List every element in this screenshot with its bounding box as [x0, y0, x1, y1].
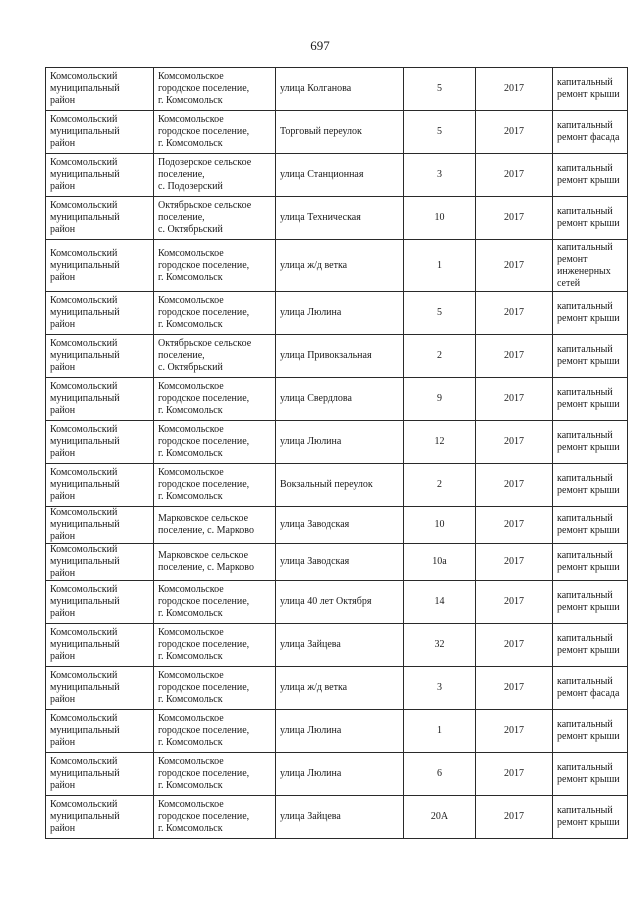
year-cell	[476, 796, 553, 839]
year-cell-text: 2017	[504, 556, 524, 567]
table-row	[46, 154, 628, 197]
work-type-cell	[553, 68, 628, 111]
house-number-cell	[404, 240, 476, 292]
work-type-cell	[553, 710, 628, 753]
street-cell-text: улица Люлина	[280, 436, 342, 447]
house-number-cell-text: 5	[437, 126, 442, 137]
table-row	[46, 68, 628, 111]
street-cell	[276, 335, 404, 378]
street-cell-text: Торговый переулок	[280, 126, 362, 137]
work-type-cell	[553, 507, 628, 544]
work-type-cell-text: капитальный ремонт крыши	[557, 473, 620, 496]
street-cell	[276, 796, 404, 839]
work-type-cell-text: капитальный ремонт крыши	[557, 301, 620, 324]
street-cell	[276, 292, 404, 335]
house-number-cell	[404, 197, 476, 240]
year-cell-text: 2017	[504, 639, 524, 650]
table-row	[46, 667, 628, 710]
house-number-cell-text: 2	[437, 479, 442, 490]
house-number-cell	[404, 111, 476, 154]
work-type-cell-text: капитальный ремонт фасада	[557, 120, 620, 143]
settlement-cell-text: Марковское сельское поселение, с. Марково	[158, 513, 254, 536]
table-row	[46, 378, 628, 421]
work-type-cell	[553, 421, 628, 464]
year-cell	[476, 378, 553, 421]
work-type-cell-text: капитальный ремонт крыши	[557, 513, 620, 536]
district-cell-text: Комсомольский муниципальный район	[50, 424, 120, 459]
district-cell	[46, 581, 154, 624]
year-cell	[476, 154, 553, 197]
district-cell-text: Комсомольский муниципальный район	[50, 200, 120, 235]
house-number-cell	[404, 667, 476, 710]
district-cell-text: Комсомольский муниципальный район	[50, 467, 120, 502]
settlement-cell-text: Марковское сельское поселение, с. Марково	[158, 550, 254, 573]
year-cell	[476, 421, 553, 464]
settlement-cell-text: Комсомольское городское поселение, г. Комсомольск	[158, 114, 250, 149]
district-cell	[46, 335, 154, 378]
year-cell	[476, 753, 553, 796]
street-cell-text: улица Техническая	[280, 212, 361, 223]
table-row	[46, 421, 628, 464]
table-row	[46, 292, 628, 335]
street-cell	[276, 378, 404, 421]
district-cell	[46, 624, 154, 667]
settlement-cell-text: Октябрьское сельское поселение, с. Октябрьский	[158, 200, 252, 235]
year-cell	[476, 292, 553, 335]
year-cell	[476, 507, 553, 544]
settlement-cell	[154, 753, 276, 796]
work-type-cell	[553, 464, 628, 507]
work-type-cell	[553, 335, 628, 378]
district-cell-text: Комсомольский муниципальный район	[50, 114, 120, 149]
district-cell-text: Комсомольский муниципальный район	[50, 670, 120, 705]
street-cell-text: улица Заводская	[280, 519, 350, 530]
year-cell-text: 2017	[504, 212, 524, 223]
year-cell-text: 2017	[504, 682, 524, 693]
district-cell	[46, 667, 154, 710]
house-number-cell-text: 10	[434, 519, 445, 530]
table-row	[46, 197, 628, 240]
district-cell	[46, 710, 154, 753]
settlement-cell-text: Комсомольское городское поселение, г. Комсомольск	[158, 756, 250, 791]
house-number-cell-text: 1	[437, 259, 442, 271]
house-number-cell-text: 32	[434, 639, 445, 650]
district-cell-text: Комсомольский муниципальный район	[50, 381, 120, 416]
year-cell	[476, 464, 553, 507]
street-cell	[276, 421, 404, 464]
year-cell	[476, 710, 553, 753]
year-cell	[476, 544, 553, 581]
district-cell-text: Комсомольский муниципальный район	[50, 544, 120, 579]
work-type-cell-text: капитальный ремонт крыши	[557, 77, 620, 100]
district-cell	[46, 154, 154, 197]
work-type-cell	[553, 581, 628, 624]
district-cell	[46, 378, 154, 421]
year-cell	[476, 581, 553, 624]
settlement-cell	[154, 292, 276, 335]
settlement-cell	[154, 507, 276, 544]
house-number-cell	[404, 544, 476, 581]
work-type-cell-text: капитальный ремонт крыши	[557, 387, 620, 410]
table-row	[46, 464, 628, 507]
work-type-cell	[553, 111, 628, 154]
settlement-cell-text: Комсомольское городское поселение, г. Комсомольск	[158, 670, 250, 705]
settlement-cell	[154, 378, 276, 421]
house-number-cell-text: 2	[437, 350, 442, 361]
year-cell	[476, 240, 553, 292]
street-cell	[276, 240, 404, 292]
house-number-cell-text: 14	[434, 596, 445, 607]
district-cell	[46, 421, 154, 464]
year-cell-text: 2017	[504, 259, 524, 271]
work-type-cell	[553, 667, 628, 710]
year-cell	[476, 624, 553, 667]
district-cell	[46, 240, 154, 292]
settlement-cell	[154, 154, 276, 197]
work-type-cell-text: капитальный ремонт крыши	[557, 550, 620, 573]
house-number-cell-text: 10	[434, 212, 445, 223]
district-cell	[46, 796, 154, 839]
house-number-cell	[404, 753, 476, 796]
district-cell-text: Комсомольский муниципальный район	[50, 295, 120, 330]
year-cell-text: 2017	[504, 307, 524, 318]
work-type-cell	[553, 197, 628, 240]
district-cell	[46, 68, 154, 111]
work-type-cell-text: капитальный ремонт фасада	[557, 676, 620, 699]
settlement-cell	[154, 197, 276, 240]
street-cell-text: улица Станционная	[280, 169, 364, 180]
street-cell-text: улица Зайцева	[280, 811, 341, 822]
street-cell-text: улица ж/д ветка	[280, 682, 348, 693]
settlement-cell-text: Комсомольское городское поселение, г. Комсомольск	[158, 467, 250, 502]
district-cell-text: Комсомольский муниципальный район	[50, 247, 120, 283]
table-row	[46, 710, 628, 753]
work-type-cell	[553, 378, 628, 421]
settlement-cell	[154, 464, 276, 507]
work-type-cell-text: капитальный ремонт крыши	[557, 206, 620, 229]
house-number-cell-text: 10а	[432, 556, 447, 567]
work-type-cell-text: капитальный ремонт крыши	[557, 719, 620, 742]
settlement-cell	[154, 240, 276, 292]
year-cell-text: 2017	[504, 596, 524, 607]
street-cell-text: улица Свердлова	[280, 393, 352, 404]
work-type-cell-text: капитальный ремонт крыши	[557, 633, 620, 656]
year-cell-text: 2017	[504, 519, 524, 530]
year-cell-text: 2017	[504, 479, 524, 490]
house-number-cell-text: 1	[437, 725, 442, 736]
house-number-cell-text: 5	[437, 83, 442, 94]
work-type-cell	[553, 240, 628, 292]
street-cell	[276, 667, 404, 710]
house-number-cell	[404, 710, 476, 753]
work-type-cell	[553, 796, 628, 839]
settlement-cell	[154, 581, 276, 624]
house-number-cell-text: 12	[434, 436, 445, 447]
year-cell-text: 2017	[504, 725, 524, 736]
year-cell	[476, 335, 553, 378]
house-number-cell	[404, 464, 476, 507]
table-row	[46, 796, 628, 839]
district-cell	[46, 111, 154, 154]
district-cell-text: Комсомольский муниципальный район	[50, 627, 120, 662]
table-row	[46, 581, 628, 624]
street-cell	[276, 197, 404, 240]
district-cell	[46, 197, 154, 240]
house-number-cell-text: 9	[437, 393, 442, 404]
street-cell-text: улица 40 лет Октября	[280, 596, 372, 607]
district-cell	[46, 507, 154, 544]
house-number-cell-text: 5	[437, 307, 442, 318]
settlement-cell-text: Октябрьское сельское поселение, с. Октябрьский	[158, 338, 252, 373]
district-cell-text: Комсомольский муниципальный район	[50, 584, 120, 619]
table-row	[46, 240, 628, 292]
street-cell	[276, 68, 404, 111]
house-number-cell	[404, 68, 476, 111]
house-number-cell	[404, 292, 476, 335]
settlement-cell-text: Комсомольское городское поселение, г. Комсомольск	[158, 424, 250, 459]
street-cell-text: Вокзальный переулок	[280, 479, 373, 490]
house-number-cell	[404, 335, 476, 378]
house-number-cell	[404, 421, 476, 464]
settlement-cell	[154, 421, 276, 464]
settlement-cell-text: Подозерское сельское поселение, с. Подозерский	[158, 157, 252, 192]
street-cell-text: улица Колганова	[280, 83, 352, 94]
settlement-cell	[154, 710, 276, 753]
repair-schedule-table	[45, 67, 628, 839]
year-cell-text: 2017	[504, 436, 524, 447]
settlement-cell-text: Комсомольское городское поселение, г. Комсомольск	[158, 713, 250, 748]
district-cell	[46, 464, 154, 507]
house-number-cell-text: 20А	[430, 811, 449, 822]
work-type-cell-text: капитальный ремонт крыши	[557, 163, 620, 186]
district-cell	[46, 544, 154, 581]
year-cell	[476, 197, 553, 240]
house-number-cell-text: 3	[437, 682, 442, 693]
year-cell-text: 2017	[504, 350, 524, 361]
work-type-cell	[553, 154, 628, 197]
street-cell	[276, 710, 404, 753]
house-number-cell	[404, 581, 476, 624]
table-row	[46, 753, 628, 796]
district-cell	[46, 753, 154, 796]
street-cell	[276, 544, 404, 581]
house-number-cell	[404, 624, 476, 667]
table-row	[46, 507, 628, 544]
street-cell	[276, 464, 404, 507]
house-number-cell	[404, 154, 476, 197]
work-type-cell	[553, 624, 628, 667]
settlement-cell	[154, 335, 276, 378]
district-cell-text: Комсомольский муниципальный район	[50, 713, 120, 748]
year-cell-text: 2017	[504, 393, 524, 404]
settlement-cell-text: Комсомольское городское поселение, г. Комсомольск	[158, 584, 250, 619]
settlement-cell	[154, 667, 276, 710]
work-type-cell-text: капитальный ремонт крыши	[557, 344, 620, 367]
street-cell	[276, 753, 404, 796]
district-cell-text: Комсомольский муниципальный район	[50, 71, 120, 106]
work-type-cell	[553, 753, 628, 796]
street-cell	[276, 154, 404, 197]
street-cell-text: улица ж/д ветка	[280, 259, 348, 271]
work-type-cell-text: капитальный ремонт крыши	[557, 430, 620, 453]
table-body	[46, 68, 628, 839]
district-cell-text: Комсомольский муниципальный район	[50, 157, 120, 192]
street-cell	[276, 507, 404, 544]
table-row	[46, 624, 628, 667]
street-cell	[276, 581, 404, 624]
settlement-cell-text: Комсомольское городское поселение, г. Комсомольск	[158, 247, 250, 283]
settlement-cell	[154, 624, 276, 667]
street-cell-text: улица Зайцева	[280, 639, 341, 650]
year-cell-text: 2017	[504, 126, 524, 137]
work-type-cell-text: капитальный ремонт крыши	[557, 805, 620, 828]
work-type-cell-text: капитальный ремонт крыши	[557, 762, 620, 785]
year-cell-text: 2017	[504, 83, 524, 94]
street-cell-text: улица Люлина	[280, 768, 342, 779]
district-cell	[46, 292, 154, 335]
year-cell-text: 2017	[504, 811, 524, 822]
settlement-cell-text: Комсомольское городское поселение, г. Комсомольск	[158, 295, 250, 330]
year-cell-text: 2017	[504, 768, 524, 779]
street-cell-text: улица Люлина	[280, 307, 342, 318]
settlement-cell	[154, 544, 276, 581]
settlement-cell-text: Комсомольское городское поселение, г. Комсомольск	[158, 799, 250, 834]
house-number-cell	[404, 796, 476, 839]
year-cell-text: 2017	[504, 169, 524, 180]
house-number-cell-text: 6	[437, 768, 442, 779]
table-row	[46, 544, 628, 581]
street-cell	[276, 111, 404, 154]
district-cell-text: Комсомольский муниципальный район	[50, 338, 120, 373]
year-cell	[476, 111, 553, 154]
settlement-cell	[154, 796, 276, 839]
district-cell-text: Комсомольский муниципальный район	[50, 756, 120, 791]
street-cell	[276, 624, 404, 667]
year-cell	[476, 68, 553, 111]
table-row	[46, 335, 628, 378]
settlement-cell-text: Комсомольское городское поселение, г. Комсомольск	[158, 71, 250, 106]
district-cell-text: Комсомольский муниципальный район	[50, 507, 120, 542]
settlement-cell	[154, 111, 276, 154]
house-number-cell-text: 3	[437, 169, 442, 180]
page-number: 697	[310, 38, 330, 53]
street-cell-text: улица Заводская	[280, 556, 350, 567]
settlement-cell	[154, 68, 276, 111]
street-cell-text: улица Привокзальная	[280, 350, 372, 361]
work-type-cell-text: капитальный ремонт крыши	[557, 590, 620, 613]
street-cell-text: улица Люлина	[280, 725, 342, 736]
work-type-cell	[553, 292, 628, 335]
settlement-cell-text: Комсомольское городское поселение, г. Комсомольск	[158, 381, 250, 416]
work-type-cell	[553, 544, 628, 581]
year-cell	[476, 667, 553, 710]
settlement-cell-text: Комсомольское городское поселение, г. Комсомольск	[158, 627, 250, 662]
district-cell-text: Комсомольский муниципальный район	[50, 799, 120, 834]
work-type-cell-text: капитальный ремонт инженерных сетей	[557, 241, 613, 289]
table-row	[46, 111, 628, 154]
house-number-cell	[404, 378, 476, 421]
house-number-cell	[404, 507, 476, 544]
